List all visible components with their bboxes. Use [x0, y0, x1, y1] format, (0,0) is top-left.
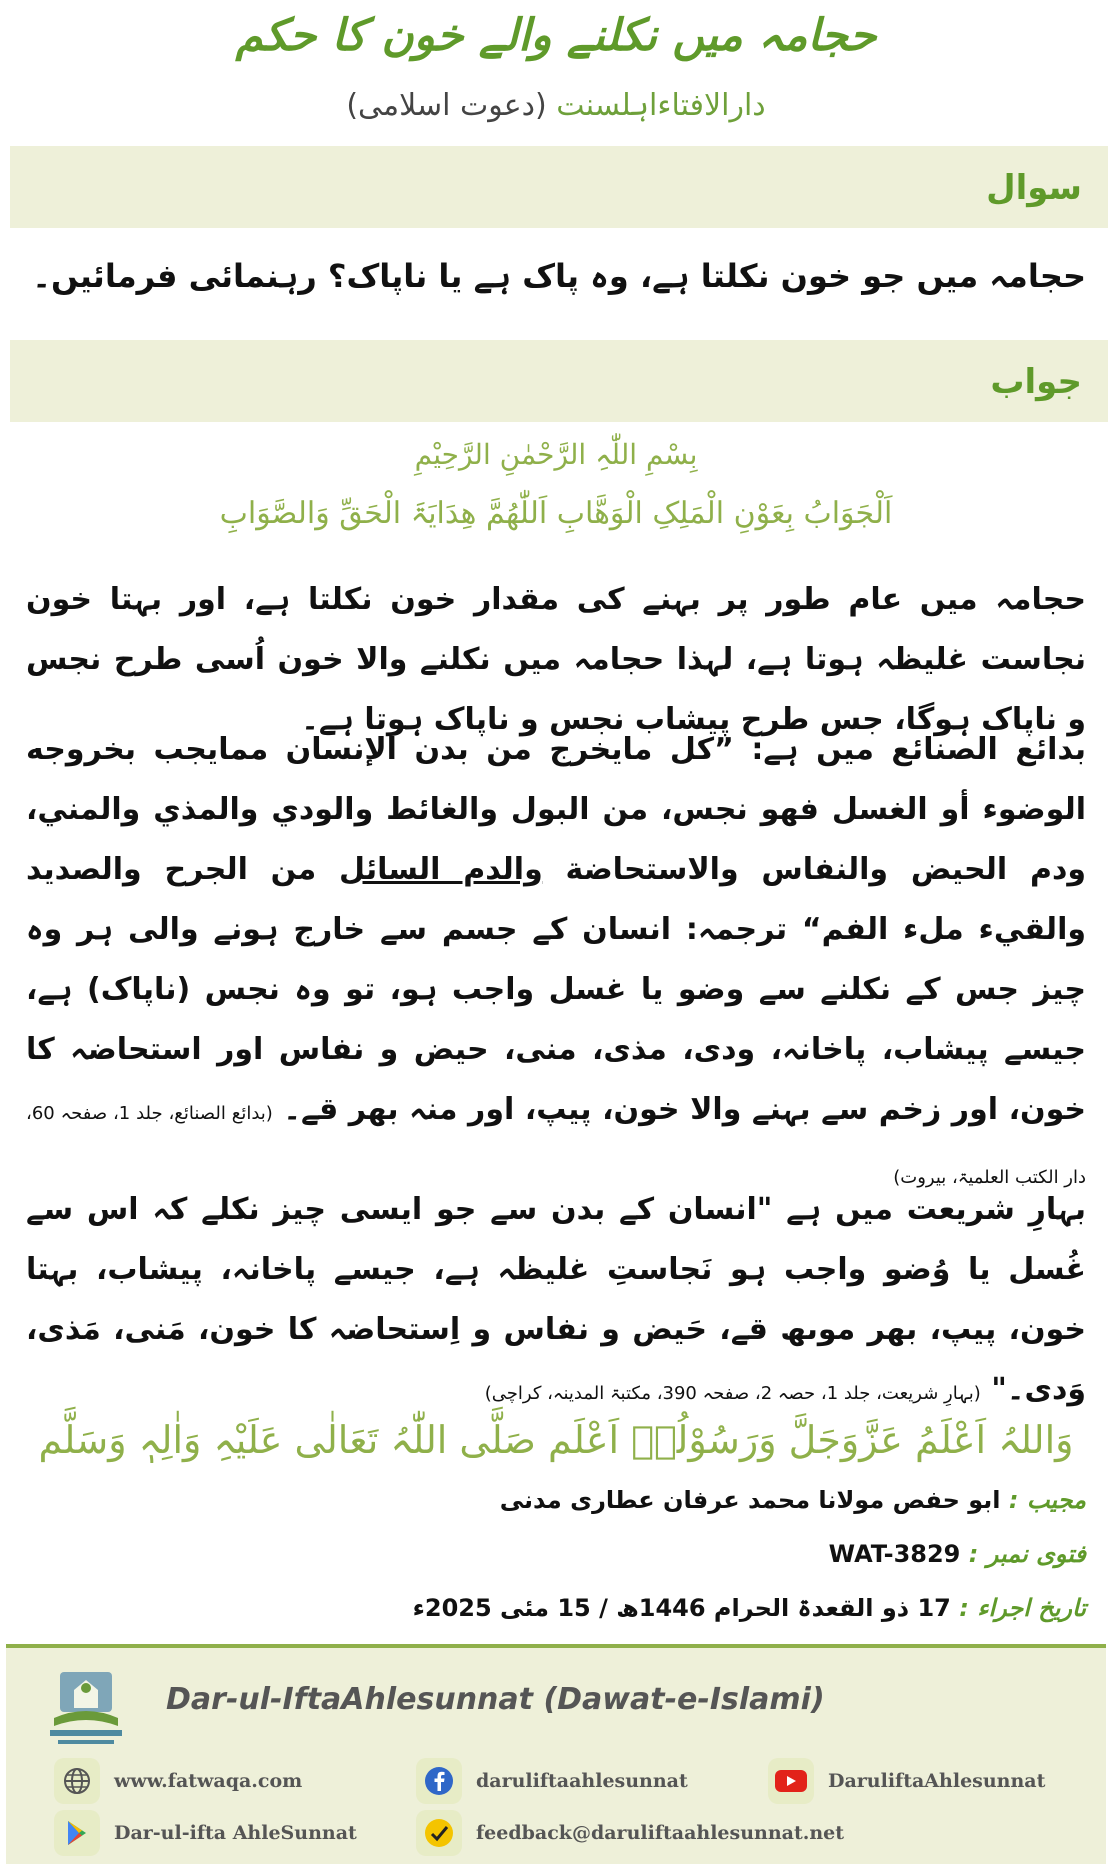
website-text: www.fatwaqa.com — [114, 1770, 303, 1792]
playstore-text: Dar-ul-ifta AhleSunnat — [114, 1822, 357, 1844]
opening-dua: اَلْجَوَابُ بِعَوْنِ الْمَلِکِ الْوَھَّابِ اَللّٰھُمَّ ھِدَایَۃَ الْحَقِّ وَالصَّوَابِ — [219, 496, 893, 531]
question-band — [10, 146, 1108, 228]
youtube-icon — [768, 1758, 814, 1804]
facebook-link[interactable] — [416, 1756, 688, 1806]
feedback-icon — [416, 1810, 462, 1856]
email-link[interactable] — [416, 1808, 844, 1858]
answer-paragraph-1: حجامہ میں عام طور پر بہنے کی مقدار خون نکلتا ہے، اور بہتا خون نجاست غلیظہ ہوتا ہے، لہذا حجامہ میں نکلنے والا خون اُسی طرح نجس و ناپاک ہوگا، جس طرح پیشاب نجس و ناپاک ہوتا ہے۔ — [26, 582, 1086, 737]
badaia-quote-rest: من الجرح والصديد والقيء ملء الفم“ ترجمہ: انسان کے جسم سے خارج ہونے والی ہر وہ چیز جس کے نکلنے سے وضو یا غسل واجب ہو، تو وہ نجس (ناپاک) ہے، جیسے پیشاب، پاخانہ، ودی، مذی، منی، حیض و نفاس اور استحاضہ کا خون، اور زخم سے بہنے والا خون، پیپ، اور منہ بھر قے۔ — [26, 852, 1087, 1127]
mujeeb-row — [500, 1486, 1086, 1514]
youtube-text: DaruliftaAhlesunnat — [828, 1770, 1046, 1792]
page-subtitle — [0, 88, 1112, 123]
badaia-quote-underlined: والدم السائل — [339, 852, 543, 887]
answer-paragraph-2 — [26, 720, 1086, 1208]
badaia-reference: (بدائع الصنائع، جلد 1، صفحہ 60، دار الکتب العلمیۃ، بیروت) — [26, 1103, 1086, 1188]
footer-brand: Dar-ul-IftaAhlesunnat (Dawat-e-Islami) — [166, 1682, 825, 1717]
answer-paragraph-3 — [26, 1180, 1086, 1424]
fatwa-number-row — [829, 1540, 1086, 1568]
globe-icon — [54, 1758, 100, 1804]
question-label: سوال — [986, 168, 1082, 208]
question-text: حجامہ میں جو خون نکلتا ہے، وہ پاک ہے یا ناپاک؟ رہنمائی فرمائیں۔ — [32, 257, 1086, 295]
subtitle-main: دارالافتاءاہلسنت — [556, 88, 766, 123]
play-store-icon — [54, 1810, 100, 1856]
bismillah: بِسْمِ اللّٰہِ الرَّحْمٰنِ الرَّحِیْمِ — [414, 438, 698, 471]
page-title: حجامہ میں نکلنے والے خون کا حکم — [235, 10, 877, 61]
facebook-icon — [416, 1758, 462, 1804]
playstore-link[interactable] — [54, 1808, 357, 1858]
bahar-reference: (بہارِ شریعت، جلد 1، حصہ 2، صفحہ 390، مکتبۃ المدینہ، کراچی) — [484, 1383, 981, 1404]
mujeeb-value: ابو حفص مولانا محمد عرفان عطاری مدنی — [499, 1486, 1001, 1514]
footer — [6, 1648, 1106, 1864]
bahar-quote: بہارِ شریعت میں ہے "انسان کے بدن سے جو ایسی چیز نکلے کہ اس سے غُسل یا وُضو واجب ہو نَجاستِ غلیظہ ہے، جیسے پاخانہ، پیشاب، بہتا خون، پیپ، بھر موںھ قے، حَیض و نفاس و اِستحاضہ کا خون، مَنی، مَذی، وَدی۔" — [26, 1192, 1086, 1407]
issue-date-value: 17 ذو القعدۃ الحرام 1446ھ / 15 مئی 2025ء — [412, 1594, 951, 1622]
fatwa-number-label: فتوی نمبر : — [968, 1540, 1086, 1568]
website-link[interactable] — [54, 1756, 302, 1806]
dar-ul-ifta-logo-icon — [40, 1668, 132, 1750]
answer-label: جواب — [990, 362, 1082, 402]
badaia-quote-lead: بدائع الصنائع میں ہے: ”کل مایخرج من بدن الإنسان ممایجب بخروجه الوضوء أو الغسل فهو نجس، من البول والغائط والودي والمذي والمني، ودم الحيض والنفاس والاستحاضة — [26, 732, 1086, 887]
mujeeb-label: مجیب : — [1008, 1486, 1086, 1514]
closing-dua: وَاللہُ اَعْلَمُ عَزَّوَجَلَّ وَرَسُوْلُہٗ اَعْلَم صَلَّی اللّٰہُ تَعَالٰی عَلَیْہِ وَاٰلِہٖ وَسَلَّم — [38, 1418, 1074, 1462]
fatwa-number-value: WAT-3829 — [828, 1540, 961, 1568]
youtube-link[interactable] — [768, 1756, 1045, 1806]
subtitle-paren: (دعوت اسلامی) — [346, 88, 547, 123]
email-text: feedback@daruliftaahlesunnat.net — [476, 1822, 845, 1844]
issue-date-row — [413, 1594, 1086, 1622]
facebook-text: daruliftaahlesunnat — [476, 1770, 688, 1792]
issue-date-label: تاریخ اجراء : — [959, 1594, 1086, 1622]
answer-band — [10, 340, 1108, 422]
